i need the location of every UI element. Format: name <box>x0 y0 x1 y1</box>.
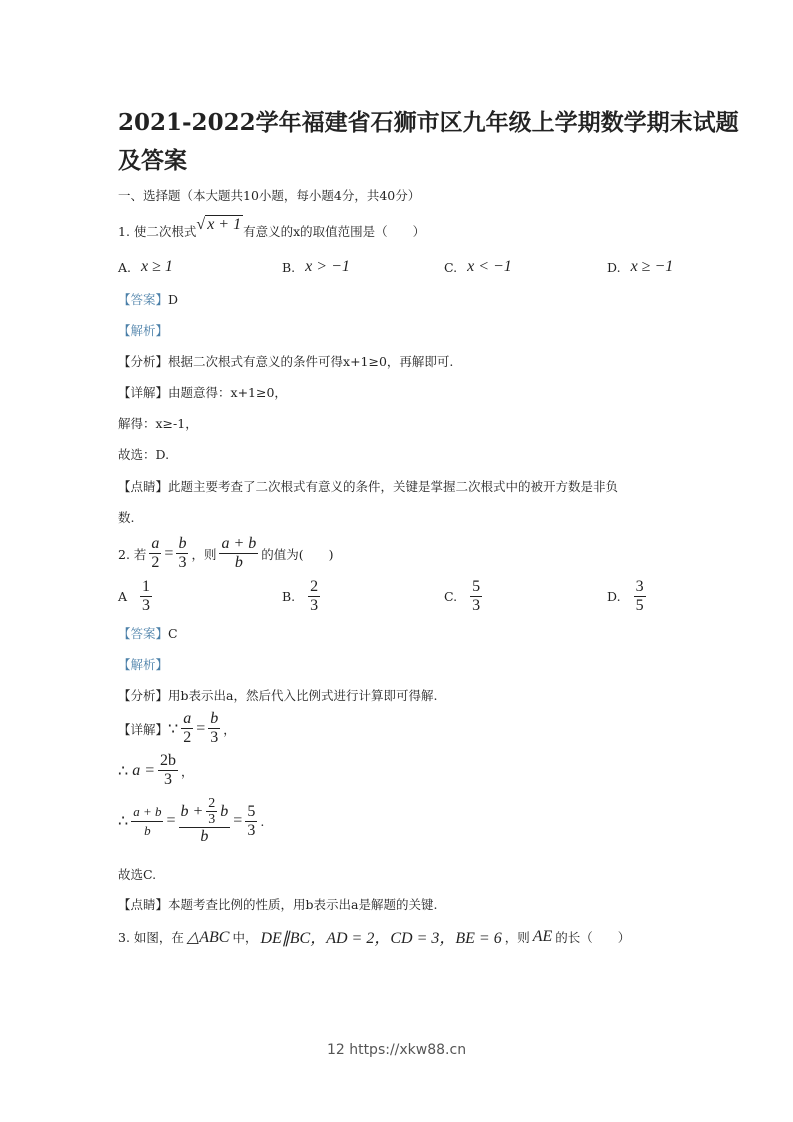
q1-xiangjie: 【详解】 由题意得：x+1≥0， <box>118 385 287 400</box>
q2-fenxi: 【分析】 用b表示出a，然后代入比例式进行计算即可得解. <box>118 688 438 703</box>
q2-dianjing: 【点睛】 本题考查比例的性质，用b表示出a是解题的关键. <box>118 897 438 912</box>
q1-analysis-tag: 【解析】 <box>118 323 169 338</box>
q1-option-a: A. x ≥ 1 <box>118 258 173 275</box>
q1-fenxi: 【分析】 根据二次根式有意义的条件可得x+1≥0，再解即可. <box>118 354 454 369</box>
q2-step3: ∴ $\frac{a + b}{b}$ = b + $\frac{2}{3}$ b b = $\frac{5}{3}$ . <box>118 796 265 845</box>
q1-suffix: 有意义的x的取值范围是（ ） <box>243 224 426 239</box>
q2-xiangjie: 【详解】 ∵ $\frac{a}{2}$ = $\frac{b}{3}$ ， <box>118 710 236 746</box>
q1-prefix: 1. 使二次根式 <box>118 224 197 239</box>
q2-option-a: A $\frac{1}{3}$ <box>118 578 151 614</box>
q1-option-b: B. x > −1 <box>282 258 350 275</box>
q1-option-c: C. x < −1 <box>444 258 512 275</box>
q2-option-c: C. $\frac{5}{3}$ <box>444 578 481 614</box>
q1-radical: √ x + 1 <box>196 216 242 233</box>
q1-dianjing-cont: 数. <box>118 510 135 525</box>
q2-stem: 2. 若 $\frac{a}{2}$ = $\frac{b}{3}$ ，则 $\frac{a + b}{b}$ 的值为( ) <box>118 535 334 571</box>
q2-answer: 【答案】 C <box>118 625 178 641</box>
q2-step2: ∴ a = $\frac{2b}{3}$ ， <box>118 752 194 788</box>
q1-option-d: D. x ≥ −1 <box>607 258 674 275</box>
q1-stem <box>118 216 426 240</box>
q3-stem: 3. 如图，在 △ABC 中， DE∥BC，AD = 2，CD = 3，BE = 6 ，则 AE 的长（ ） <box>118 927 631 947</box>
q2-analysis-tag: 【解析】 <box>118 657 169 672</box>
q2-choose: 故选C. <box>118 867 157 882</box>
doc-title-line1: 2021-2022学年福建省石狮市区九年级上学期数学期末试题 <box>118 109 739 136</box>
section-heading: 一、选择题（本大题共10小题，每小题4分，共40分） <box>118 188 421 203</box>
q2-option-d: D. $\frac{3}{5}$ <box>607 578 644 614</box>
q1-answer: 【答案】 D <box>118 291 179 307</box>
q1-choose: 故选：D. <box>118 447 170 462</box>
q1-dianjing: 【点睛】 此题主要考查了二次根式有意义的条件，关键是掌握二次根式中的被开方数是非负 <box>118 479 619 494</box>
q2-option-b: B. $\frac{2}{3}$ <box>282 578 319 614</box>
q1-radicand: x + 1 <box>207 216 242 233</box>
q1-solve: 解得：x≥-1， <box>118 416 198 431</box>
doc-title-line2: 及答案 <box>118 147 187 174</box>
page-footer: 12 https://xkw88.cn <box>326 1042 467 1058</box>
